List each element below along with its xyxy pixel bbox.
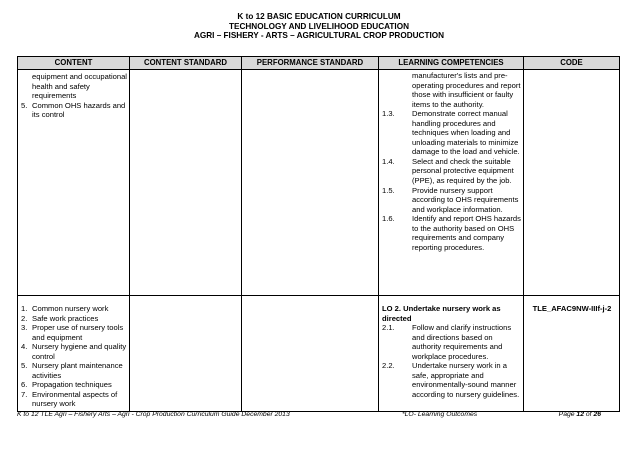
code-cell [524, 296, 620, 412]
list-item: 5. Common OHS hazards and its control [21, 100, 126, 120]
list-item: 1.5. Provide nursery support according to OHS requirements and workplace information. [382, 185, 519, 214]
content-standard-cell [130, 70, 242, 296]
competencies-cell [379, 296, 524, 412]
col-header-code: CODE [524, 57, 620, 70]
header-line-2: TECHNOLOGY AND LIVELIHOOD EDUCATION [229, 21, 409, 31]
competency-code: TLE_AFAC9NW-IIIf-j-2 [532, 304, 612, 313]
list-item: 3. Proper use of nursery tools and equipment [21, 323, 124, 342]
col-header-performance-standard: PERFORMANCE STANDARD [242, 57, 379, 70]
footer-note: *LO- Learning Outcomes [402, 411, 478, 418]
header-line-1: K to 12 BASIC EDUCATION CURRICULUM [237, 12, 401, 21]
list-item: 1.4. Select and check the suitable personal protective equipment (PPE), as required by the job. [382, 156, 514, 186]
col-header-content: CONTENT [18, 57, 130, 70]
content-continuation: equipment and occupational health and safety requirements [32, 72, 127, 101]
footer-title: K to 12 TLE Agri – Fishery Arts – Agri - Crop Production Curriculum Guide December 2013 [17, 411, 290, 418]
list-item: 1.6. Identify and report OHS hazards to the authority based on OHS requirements and company reporting procedures. [382, 214, 521, 252]
col-header-content-standard: CONTENT STANDARD [130, 57, 242, 70]
list-item: 2.2. Undertake nursery work in a safe, appropriate and environmentally-sound manner according to nursery guidelines. [382, 361, 520, 399]
list-item: 4. Nursery hygiene and quality control [21, 342, 127, 361]
page-number: Page 12 of 26 [558, 411, 601, 418]
competency-continuation: manufacturer's lists and pre-operating procedures and report those with insufficient or faulty items to the authority. [412, 71, 521, 109]
col-header-learning-competencies: LEARNING COMPETENCIES [379, 57, 524, 70]
table-header-row [18, 57, 620, 70]
content-cell [18, 70, 130, 296]
list-item: 2.1. Follow and clarify instructions and directions based on authority requirements and workplace procedures. [382, 323, 512, 361]
list-item: 7. Environmental aspects of nursery work [21, 389, 118, 409]
table-row [18, 70, 620, 296]
list-item: 2. Safe work practices [21, 313, 99, 323]
code-cell [524, 70, 620, 296]
curriculum-table [17, 56, 620, 412]
competencies-cell [379, 70, 524, 296]
list-item: 1. Common nursery work [21, 304, 109, 313]
table-row [18, 296, 620, 412]
document-header [0, 12, 638, 41]
content-standard-cell [130, 296, 242, 412]
list-item: 5. Nursery plant maintenance activities [21, 361, 123, 380]
content-cell [18, 296, 130, 412]
header-line-3: AGRI – FISHERY - ARTS – AGRICULTURAL CROP PRODUCTION [193, 31, 445, 41]
performance-standard-cell [242, 70, 379, 296]
learning-outcome-title: LO 2. Undertake nursery work as directed [382, 304, 501, 323]
list-item: 6. Propagation techniques [21, 380, 112, 390]
performance-standard-cell [242, 296, 379, 412]
list-item: 1.3. Demonstrate correct manual handling procedures and techniques when loading and unloading materials to minimize damage to the load and vehicle. [382, 109, 520, 157]
